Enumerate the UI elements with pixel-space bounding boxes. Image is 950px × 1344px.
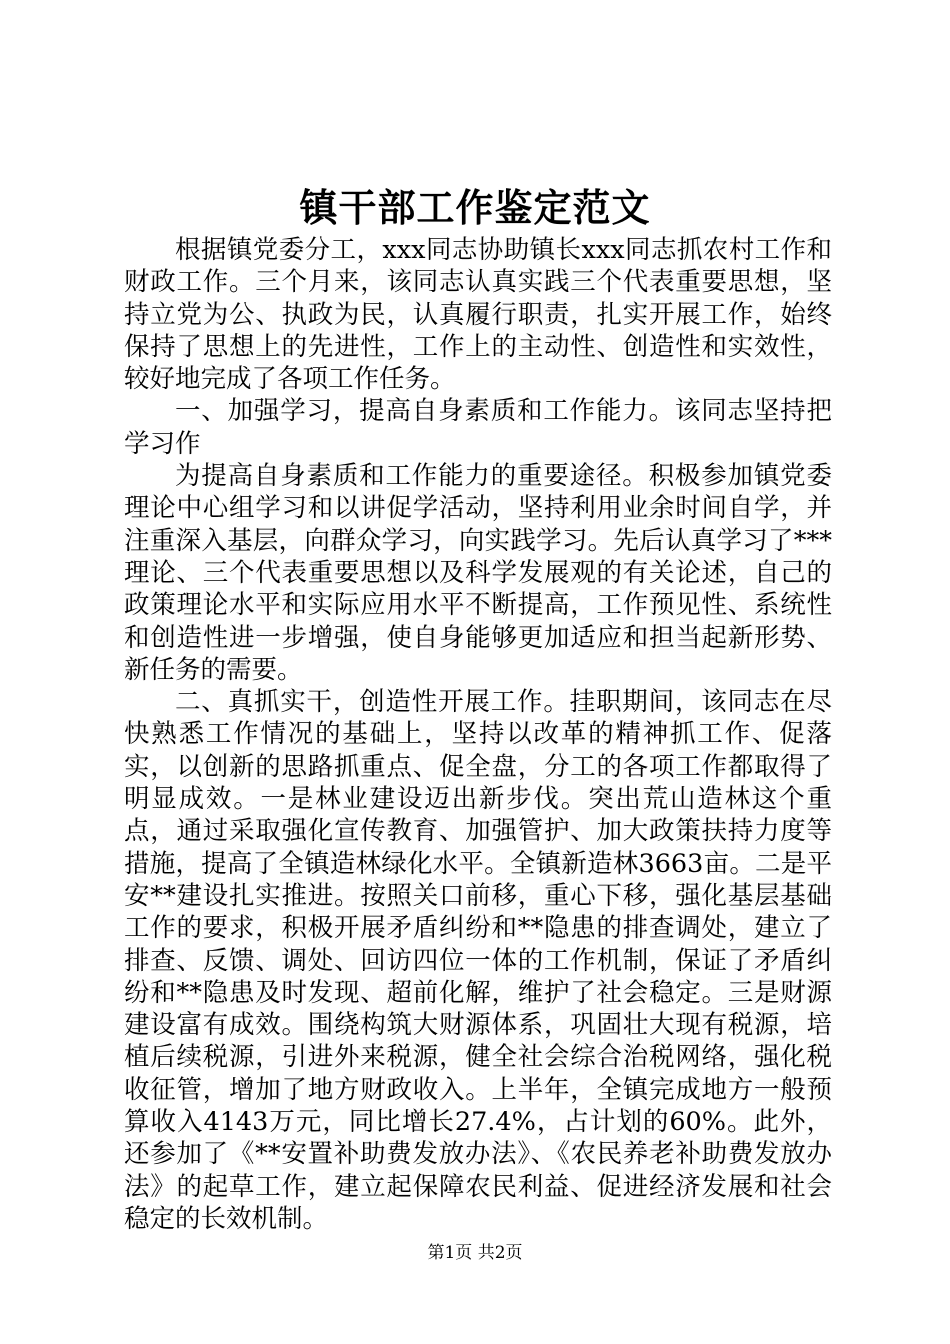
paragraph-section-one-heading: 一、加强学习，提高自身素质和工作能力。该同志坚持把学习作 xyxy=(124,396,832,459)
document-body xyxy=(124,234,832,1235)
paragraph-intro: 根据镇党委分工，xxx同志协助镇长xxx同志抓农村工作和财政工作。三个月来，该同志认真实践三个代表重要思想，坚持立党为公、执政为民，认真履行职责，扎实开展工作，始终保持了思想上的先进性，工作上的主动性、创造性和实效性，较好地完成了各项工作任务。 xyxy=(124,235,832,395)
page-footer: 第1页 共2页 xyxy=(427,1243,523,1263)
page-title: 镇干部工作鉴定范文 xyxy=(299,185,651,231)
paragraph-section-one-body: 为提高自身素质和工作能力的重要途径。积极参加镇党委理论中心组学习和以讲促学活动，坚持利用业余时间自学，并注重深入基层，向群众学习，向实践学习。先后认真学习了***理论、三个代表重要思想以及科学发展观的有关论述，自己的政策理论水平和实际应用水平不断提高，工作预见性、系统性和创造性进一步增强，使自身能够更加适应和担当起新形势、新任务的需要。 xyxy=(124,461,832,685)
paragraph-section-two: 二、真抓实干，创造性开展工作。挂职期间，该同志在尽快熟悉工作情况的基础上，坚持以改革的精神抓工作、促落实，以创新的思路抓重点、促全盘，分工的各项工作都取得了明显成效。一是林业建设迈出新步伐。突出荒山造林这个重点，通过采取强化宣传教育、加强管护、加大政策扶持力度等措施，提高了全镇造林绿化水平。全镇新造林3663亩。二是平安**建设扎实推进。按照关口前移，重心下移，强化基层基础工作的要求，积极开展矛盾纠纷和**隐患的排查调处，建立了排查、反馈、调处、回访四位一体的工作机制，保证了矛盾纠纷和**隐患及时发现、超前化解，维护了社会稳定。三是财源建设富有成效。围绕构筑大财源体系，巩固壮大现有税源，培植后续税源，引进外来税源，健全社会综合治税网络，强化税收征管，增加了地方财政收入。上半年，全镇完成地方一般预算收入4143万元，同比增长27.4%，占计划的60%。此外，还参加了《**安置补助费发放办法》、《农民养老补助费发放办法》的起草工作，建立起保障农民利益、促进经济发展和社会稳定的长效机制。 xyxy=(124,687,832,1234)
